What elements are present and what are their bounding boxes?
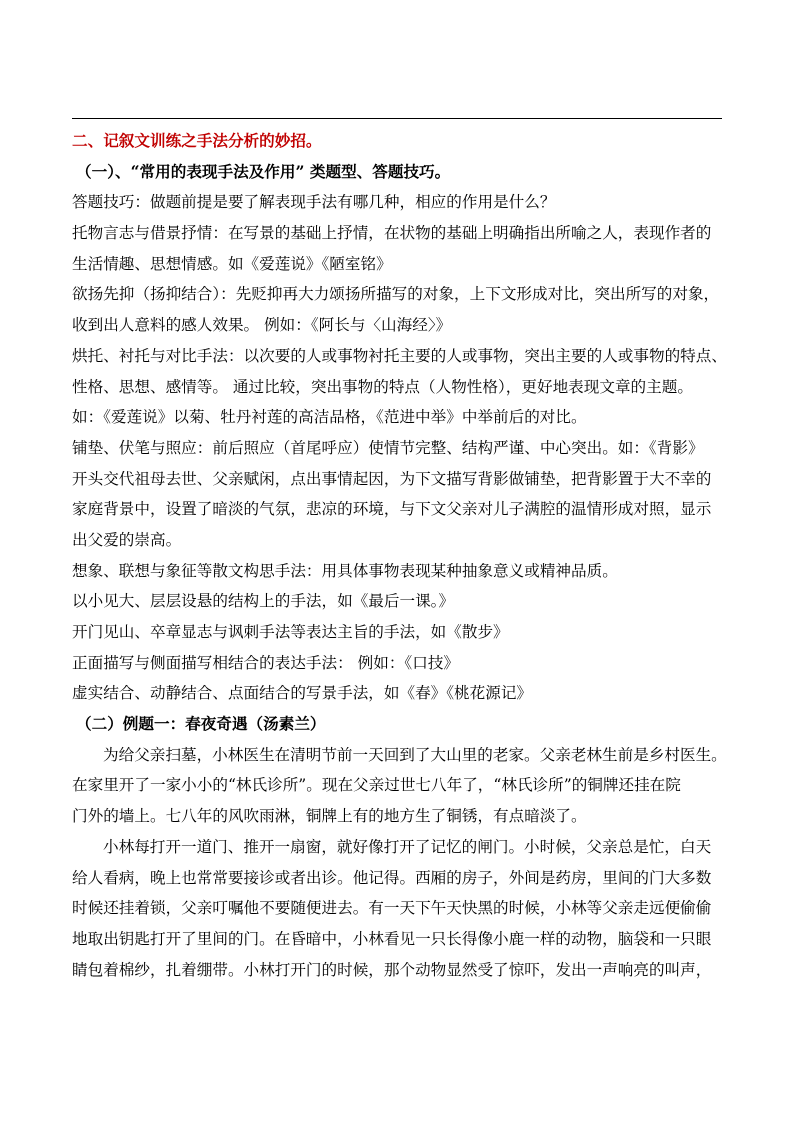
text-line: 生活情趣、思想情感。如《爱莲说》《陋室铭》 <box>72 254 392 273</box>
text-line: 开头交代祖母去世、父亲赋闲，点出事情起因，为下文描写背影做铺垫，把背影置于大不幸的 <box>72 469 712 488</box>
text-line: 想象、联想与象征等散文构思手法：用具体事物表现某种抽象意义或精神品质。 <box>72 561 618 580</box>
text-line: 烘托、衬托与对比手法：以次要的人或事物衬托主要的人或事物，突出主要的人或事物的特点、 <box>72 346 727 365</box>
text-line: 开门见山、卒章显志与讽刺手法等表达主旨的手法，如《散步》 <box>72 623 509 641</box>
text-line: 虚实结合、动静结合、点面结合的写景手法，如《春》《桃花源记》 <box>72 684 533 703</box>
text-line: 如：《爱莲说》以菊、牡丹衬莲的高洁品格，《范进中举》中举前后的对比。 <box>72 408 587 427</box>
passage-line: 在家里开了一家小小的“林氏诊所”。现在父亲过世七八年了，“林氏诊所”的铜牌还挂在院 <box>72 776 681 795</box>
header-rule <box>72 118 722 119</box>
text-line: 答题技巧：做题前提是要了解表现手法有哪几种，相应的作用是什么？ <box>72 193 556 212</box>
text-line: 以小见大、层层设悬的结构上的手法，如《最后一课。》 <box>72 592 455 611</box>
passage-line: 地取出钥匙打开了里间的门。在昏暗中，小林看见一只长得像小鹿一样的动物，脑袋和一只眼 <box>72 929 712 948</box>
subsection-title: （一）、“常用的表现手法及作用” 类题型、答题技巧。 <box>76 161 451 181</box>
text-line: 收到出人意料的感人效果。 例如：《阿长与〈山海经〉》 <box>72 316 452 335</box>
text-line: 铺垫、伏笔与照应：前后照应（首尾呼应）使情节完整、结构严谨、中心突出。如：《背影》 <box>72 438 704 457</box>
passage-line: 睛包着棉纱，扎着绷带。小林打开门的时候，那个动物显然受了惊吓，发出一声响亮的叫声， <box>72 960 712 979</box>
passage-line: 给人看病，晚上也常常要接诊或者出诊。他记得。西厢的房子，外间是药房，里间的门大多数 <box>72 868 712 887</box>
passage-line: 小林每打开一道门、推开一扇窗，就好像打开了记忆的闸门。小时候，父亲总是忙，白天 <box>103 837 712 856</box>
passage-line: 时候还挂着锁，父亲叮嘱他不要随便进去。有一天下午天快黑的时候，小林等父亲走远便偷偷 <box>72 899 712 918</box>
passage-line: 门外的墙上。七八年的风吹雨淋，铜牌上有的地方生了铜锈，有点暗淡了。 <box>72 807 587 826</box>
text-line: 托物言志与借景抒情：在写景的基础上抒情，在状物的基础上明确指出所喻之人，表现作者的 <box>72 224 712 243</box>
passage-line: 为给父亲扫墓，小林医生在清明节前一天回到了大山里的老家。父亲老林生前是乡村医生。 <box>103 745 727 764</box>
text-line: 欲扬先抑（扬抑结合）：先贬抑再大力颂扬所描写的对象，上下文形成对比，突出所写的对象， <box>72 285 720 304</box>
example-title: （二）例题一：春夜奇遇（汤素兰） <box>76 714 326 734</box>
text-line: 正面描写与侧面描写相结合的表达手法： 例如：《口技》 <box>72 653 460 672</box>
text-line: 性格、思想、感情等。 通过比较，突出事物的特点（人物性格），更好地表现文章的主题。 <box>72 377 693 396</box>
text-line: 家庭背景中，设置了暗淡的气氛，悲凉的环境，与下文父亲对儿子满腔的温情形成对照，显示 <box>72 500 712 519</box>
section-title: 二、记叙文训练之手法分析的妙招。 <box>72 131 322 150</box>
text-line: 出父爱的崇高。 <box>72 530 182 549</box>
document-body <box>72 126 727 985</box>
